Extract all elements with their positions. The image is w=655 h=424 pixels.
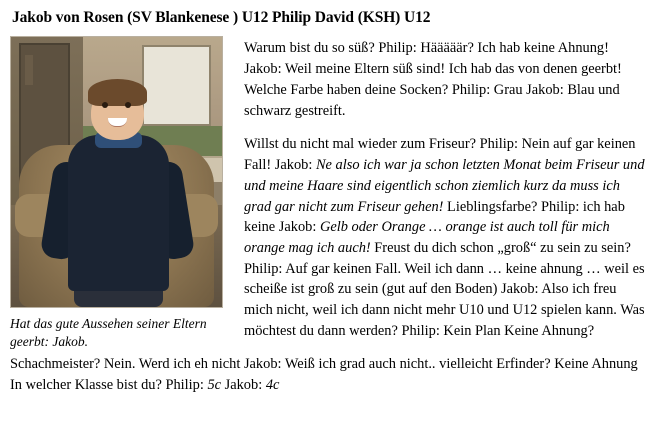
text-run: Jakob:	[221, 377, 266, 394]
italic-run: 5c	[207, 377, 222, 394]
text-column	[244, 36, 645, 341]
photo-sweater	[68, 135, 169, 292]
paragraph-3	[10, 354, 645, 395]
photo-column	[10, 36, 232, 350]
text-run: Willst du nicht mal wieder zum Friseur? Philip: Nein auf gar keinen Fall! Jakob:	[244, 136, 636, 174]
photo-hair	[88, 79, 147, 106]
photo-door-panel	[25, 55, 33, 84]
photo-caption: Hat das gute Aussehen seiner Eltern geerbt: Jakob.	[10, 316, 207, 349]
paragraph-1	[244, 38, 645, 121]
photo-window	[142, 45, 212, 126]
italic-run: 4c	[265, 377, 280, 394]
boy-sitting-in-wicker-chair-photo	[10, 36, 223, 308]
italic-run: Ne also ich war ja schon letzten Monat beim Friseur und und meine Haare sind eigentlich schon ziemlich kurz da muss ich grad gar nicht zum Friseur gehen!	[244, 157, 645, 215]
text-run: Warum bist du so süß? Philip: Hääääär? Ich hab keine Ahnung! Jakob: Weil meine Eltern süß sind! Ich hab das von denen geerbt! Welche Farbe haben deine Socken? Philip: Grau Jakob: Blau und schwarz gestreift.	[244, 40, 622, 119]
content-columns	[10, 36, 645, 350]
paragraph-2	[244, 134, 645, 341]
bottom-text-block	[10, 354, 645, 395]
italic-run: Gelb oder Orange … orange ist auch toll für mich orange mag ich auch!	[244, 219, 610, 256]
page-title: Jakob von Rosen (SV Blankenese ) U12 Philip David (KSH) U12	[12, 9, 431, 26]
text-run: Freust du dich schon „groß“ zu sein zu sein? Philip: Auf gar keinen Fall. Weil ich dann … keine ahnung … weil es scheiße ist groß zu sein (gut auf den Boden) Jakob: Also ich freu mich nicht, weil ich dann nicht mehr U10 und U12 spielen kann. Was möchtest du dann werden? Philip: Kein Plan Keine Ahnung?	[244, 239, 645, 339]
text-run: Schachmeister? Nein. Werd ich eh nicht Jakob: Weiß ich grad auch nicht.. vielleicht Erfinder? Keine Ahnung In welcher Klasse bist du? Philip:	[10, 356, 638, 394]
text-run: Lieblingsfarbe? Philip: ich hab keine Jakob:	[244, 198, 625, 236]
photo-graphic	[11, 37, 222, 307]
